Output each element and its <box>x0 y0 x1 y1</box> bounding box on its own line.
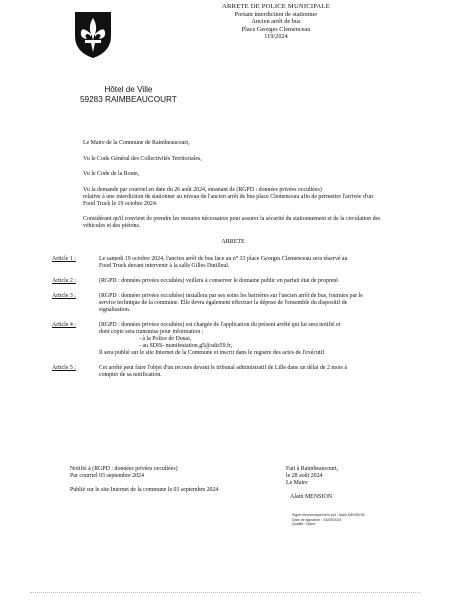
townhall-name: Hôtel de Ville <box>104 85 153 94</box>
signer-name: Alain MENSION <box>290 494 333 500</box>
email-sent-line: Par courriel 03 septembre 2024 <box>70 473 144 479</box>
article-5 <box>52 364 383 379</box>
header-line-1: Portant interdiction de stationner <box>234 10 318 18</box>
done-at-line: Fait à Raimbeaucourt, <box>286 466 339 472</box>
article-label: Article 2 : <box>52 277 76 284</box>
date-line: le 28 août 2024 <box>286 473 323 479</box>
article-text: compter de sa notification. <box>99 371 162 378</box>
recipient-police: - à la Police de Douai, <box>139 335 192 342</box>
legal-ref-cgct: Vu le Code Général des Collectivités Territoriales, <box>83 155 202 162</box>
published-line: Publié sur le site Internet de la commune le 03 septembre 2024 <box>70 487 219 493</box>
article-text: service technique de la commune. Elle devra également effectuer la dépose de l'ensemble du dispositif de <box>99 299 348 306</box>
footer-divider <box>30 592 420 594</box>
header-line-2: Ancien arrêt de bus <box>251 18 301 26</box>
notified-line: Notifié à (RGPD : données privées occultées) <box>70 466 178 472</box>
document-header <box>196 3 356 41</box>
signature-place-date <box>286 466 406 487</box>
signer-quality-line: Qualité : Maire <box>292 522 316 527</box>
article-label: Article 4 : <box>52 321 76 328</box>
article-label: Article 5 : <box>52 364 76 371</box>
article-text: dont copie sera transmise pour information : <box>99 328 204 335</box>
article-label: Article 3 : <box>52 292 76 299</box>
townhall-address <box>80 85 177 105</box>
mayor-line: Le Maire de la Commune de Raimbeaucourt, <box>83 140 190 146</box>
recipient-sdis: - au SDIS- manifestation.g5@sdis59.fr, <box>139 342 233 349</box>
header-ref: 119/2024 <box>264 33 288 41</box>
notification-block <box>70 466 270 494</box>
considering-paragraph: Considérant qu'il convient de prendre les mesures nécessaires pour assurer la sécurité du stationnement et de la circulation des véhicules et des piétons. <box>83 216 381 229</box>
arrete-heading: ARRETE <box>221 238 245 245</box>
article-1 <box>52 255 383 270</box>
legal-ref-route: Vu le Code de la Route, <box>83 171 140 177</box>
request-paragraph <box>83 187 383 208</box>
article-text: (RGPD : données privées occultées) veillera à conserver le domaine public en parfait état de propreté. <box>99 277 340 284</box>
request-text-a: Vu la demande par courriel en date du 26 août 2024, émanant de (RGPD : données privées occultées) <box>83 186 322 193</box>
electronic-signature-block <box>292 513 365 527</box>
signed-by-line: Signé électroniquement par : Alain MENSION <box>292 513 365 517</box>
article-text: Cet arrêté peut faire l'objet d'un recours devant le tribunal administratif de Lille dans un délai de 2 mois à <box>99 364 347 371</box>
article-text: (RGPD : données privées occultées) installera par ses soins les barrières sur l'ancien arrêt de bus, fournies par le <box>99 292 363 299</box>
request-text-b: relative à une interdiction de stationner au niveau de l'ancien arrêt de bus place Clemenceau afin de permettre l'arrivée d'un Food Truck le 19 octobre 2024. <box>83 193 373 207</box>
header-line-3: Place Georges Clemenceau <box>241 25 311 33</box>
fleur-de-lis-crest-icon <box>73 10 113 60</box>
article-text: (RGPD : données privées occultées) est chargée de l'application du présent arrêté qui lui sera notifié et <box>99 321 341 328</box>
article-text: Food Truck devant intervenir à la salle Gilles Dutilleul. <box>99 262 230 269</box>
mayor-title: Le Maire <box>286 480 308 486</box>
article-label: Article 1 : <box>52 255 76 262</box>
article-text: Le samedi 19 octobre 2024, l'ancien arrêt de bus face au n° 33 place Georges Clemenceau sera réservé au <box>99 255 348 262</box>
townhall-postcode: 59283 RAIMBEAUCOURT <box>80 95 177 104</box>
document-title: ARRETE DE POLICE MUNICIPALE <box>222 3 330 10</box>
document-body <box>52 140 383 387</box>
signature-date-line: Date de signature : 03/09/2024 <box>292 517 342 522</box>
article-text: signalisation. <box>99 306 131 313</box>
article-4 <box>52 321 383 357</box>
municipal-logo <box>58 10 177 104</box>
article-text: Il sera publié sur le site Internet de la Commune et inscrit dans le registre des actes de l'exécutif. <box>99 349 326 356</box>
article-3 <box>52 292 383 314</box>
article-2 <box>52 277 383 285</box>
